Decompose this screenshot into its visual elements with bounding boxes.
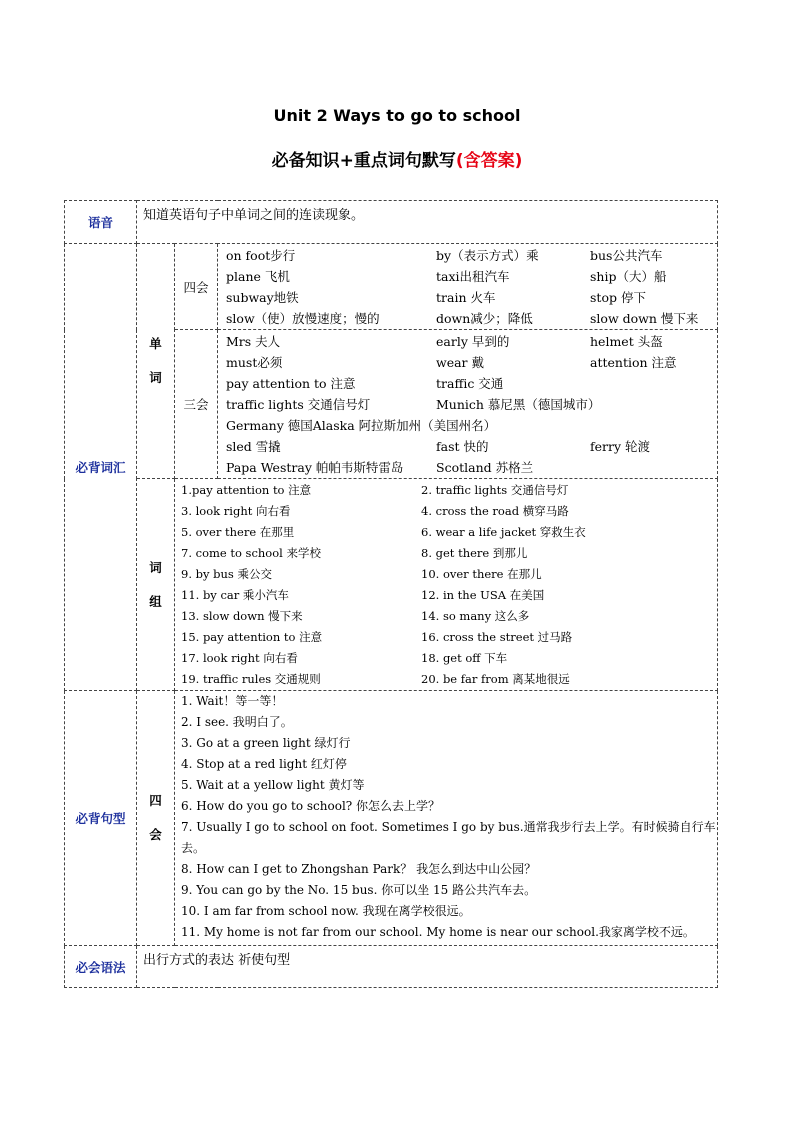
phrase-item: 14. so many 这么多 [421,608,530,623]
three-level-word-item: ferry 轮渡 [590,438,651,454]
four-level-word-item: bus公共汽车 [590,247,663,263]
three-level-word-row [218,352,717,373]
phrases-label-1: 词 [149,559,162,575]
words-label [137,244,175,479]
four-level-word-item: down减少；降低 [436,310,533,326]
four-level-word-item: slow down 慢下来 [590,310,699,326]
three-level-word-item: helmet 头盔 [590,333,663,349]
four-level-word-item: by（表示方式）乘 [436,247,539,263]
sentence-item: 10. I am far from school now. 我现在离学校很远。 [181,904,471,918]
sentence-item: 8. How can I get to Zhongshan Park？ 我怎么到达中山公园？ [181,862,537,876]
four-level-word-item: taxi出租汽车 [436,268,510,284]
three-level-word-item: traffic lights 交通信号灯 [226,396,371,412]
grammar-row [65,946,718,988]
phrase-item: 7. come to school 来学校 [181,545,321,560]
phrase-row [175,627,717,648]
phrase-row [175,648,717,669]
phrase-item: 8. get there 到那儿 [421,545,528,560]
knowledge-table [64,200,718,988]
pronunciation-text: 知道英语句子中单词之间的连读现象。 [137,201,718,244]
level-three-label: 三会 [175,330,218,479]
phrase-item: 3. look right 向右看 [181,503,291,518]
vocab-label: 必背词汇 [65,244,137,691]
sentence-list [175,691,717,943]
four-level-word-row [218,245,717,266]
phrase-row [175,606,717,627]
sentence-item: 7. Usually I go to school on foot. Sometimes I go by bus.通常我步行去上学。有时候骑自行车去。 [181,820,716,855]
sentence-item: 9. You can go by the No. 15 bus. 你可以坐 15 路公共汽车去。 [181,883,537,897]
phrase-row [175,522,717,543]
three-level-word-item: Scotland 苏格兰 [436,459,534,475]
three-level-word-item: must必须 [226,354,283,370]
sentences-row [65,691,718,946]
three-level-word-item: fast 快的 [436,438,489,454]
page-title: Unit 2 Ways to go to school [273,106,521,125]
three-level-word-row [218,373,717,394]
phrase-item: 6. wear a life jacket 穿救生衣 [421,524,586,539]
four-level-grid [218,245,717,329]
three-level-word-item: Germany 德国Alaska 阿拉斯加州（美国州名） [226,417,497,433]
three-level-word-item: wear 戴 [436,354,484,370]
pronunciation-row [65,201,718,244]
sentences-side-label-2: 会 [149,827,162,842]
grammar-label: 必会语法 [65,946,137,988]
phrase-item: 10. over there 在那儿 [421,566,542,581]
three-level-word-item: Munich 慕尼黑（德国城市） [436,396,601,412]
three-level-word-item: early 早到的 [436,333,510,349]
four-level-word-row [218,266,717,287]
level-four-label: 四会 [175,244,218,330]
phrases-cell [175,479,718,691]
sentence-item: 2. I see. 我明白了。 [181,715,293,729]
phrase-row [175,585,717,606]
sentences-side-label-1: 四 [149,793,162,808]
three-level-word-item: attention 注意 [590,354,677,370]
three-level-word-row [218,457,717,478]
phrase-item: 16. cross the street 过马路 [421,629,573,644]
three-level-words [218,330,718,479]
sentence-item: 3. Go at a green light 绿灯行 [181,736,351,750]
phrase-item: 9. by bus 乘公交 [181,566,272,581]
phrase-row [175,480,717,501]
four-level-word-item: ship（大）船 [590,268,667,284]
pronunciation-label: 语音 [65,201,137,244]
sentence-item: 11. My home is not far from our school. My home is near our school.我家离学校不远。 [181,925,695,939]
phrase-item: 15. pay attention to 注意 [181,629,323,644]
three-level-word-row [218,394,717,415]
four-level-word-item: stop 停下 [590,289,646,305]
phrase-item: 12. in the USA 在美国 [421,587,545,602]
phrase-row [175,564,717,585]
sentence-item: 5. Wait at a yellow light 黄灯等 [181,778,365,792]
page-subtitle [0,146,794,171]
phrase-item: 2. traffic lights 交通信号灯 [421,482,569,497]
phrase-item: 13. slow down 慢下来 [181,608,303,623]
phrase-row [175,543,717,564]
phrases-grid [175,480,717,690]
sentence-item: 4. Stop at a red light 红灯停 [181,757,347,771]
sentence-item: 6. How do you go to school? 你怎么去上学？ [181,799,441,813]
four-level-word-row [218,287,717,308]
four-level-words [218,244,718,330]
sentence-item: 1. Wait！等一等！ [181,694,284,708]
phrase-item: 18. get off 下车 [421,650,508,665]
phrase-item: 5. over there 在那里 [181,524,295,539]
phrase-item: 4. cross the road 横穿马路 [421,503,569,518]
grammar-text: 出行方式的表达 祈使句型 [137,946,718,988]
phrase-item: 20. be far from 离某地很远 [421,671,570,686]
words-label-2: 词 [149,370,162,385]
three-level-word-row [218,415,717,436]
sentences-label: 必背句型 [65,691,137,946]
subtitle-main: 必备知识+重点词句默写 [271,151,456,171]
four-level-word-item: train 火车 [436,289,496,305]
phrases-label [137,479,175,691]
three-level-word-item: Mrs 夫人 [226,333,281,349]
sentences-cell [175,691,718,946]
three-level-word-item: sled 雪撬 [226,438,281,454]
four-level-word-item: subway地铁 [226,289,299,305]
four-level-word-item: on foot步行 [226,247,296,263]
phrases-label-2: 组 [149,593,162,609]
three-level-word-row [218,331,717,352]
three-level-word-item: traffic 交通 [436,375,504,391]
words-label-1: 单 [149,336,162,351]
phrase-item: 17. look right 向右看 [181,650,298,665]
three-level-word-row [218,436,717,457]
four-level-word-row [218,308,717,329]
three-level-word-item: pay attention to 注意 [226,375,356,391]
phrase-item: 1.pay attention to 注意 [181,482,312,497]
phrase-row [175,669,717,690]
four-level-word-item: plane 飞机 [226,268,290,284]
four-level-word-item: slow（使）放慢速度；慢的 [226,310,380,326]
vocab-row-four [65,244,718,330]
sentences-side-label [137,691,175,946]
phrase-row [175,501,717,522]
subtitle-answer-note: (含答案) [455,151,523,171]
phrases-row [65,479,718,691]
three-level-word-item: Papa Westray 帕帕韦斯特雷岛 [226,459,404,475]
phrase-item: 19. traffic rules 交通规则 [181,671,321,686]
three-level-grid [218,331,717,478]
phrase-item: 11. by car 乘小汽车 [181,587,289,602]
